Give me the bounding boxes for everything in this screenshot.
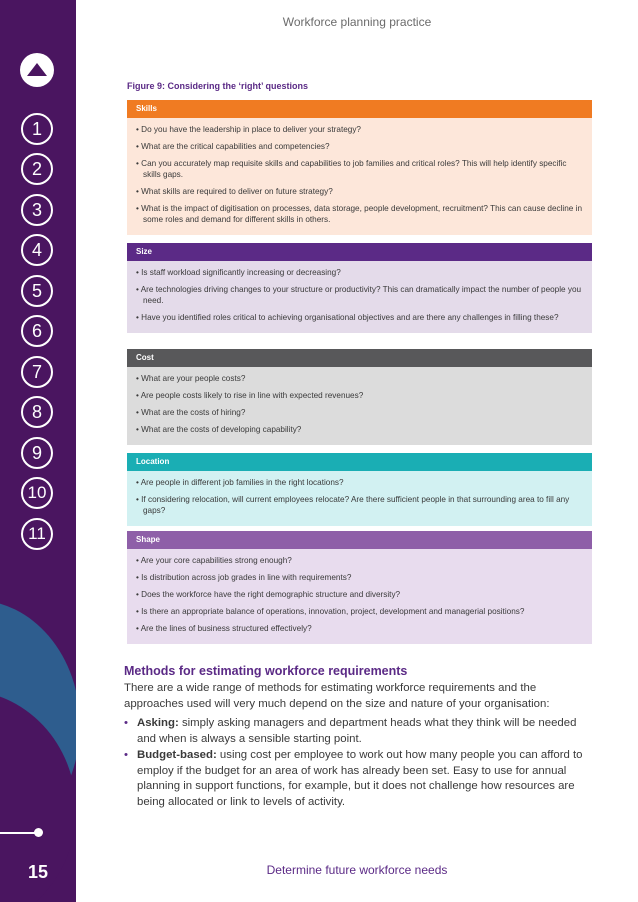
section-body	[127, 118, 592, 235]
method-term: Asking:	[137, 717, 179, 729]
question-item: • If considering relocation, will current employees relocate? Are there sufficient people in that surrounding area to fill any gaps?	[136, 494, 582, 516]
progress-line	[0, 832, 38, 834]
question-item: • Is staff workload significantly increasing or decreasing?	[136, 267, 582, 278]
question-item: • Have you identified roles critical to achieving organisational objectives and are there any challenges in filling these?	[136, 312, 582, 323]
section-size	[127, 243, 592, 333]
section-heading: Skills	[127, 100, 592, 118]
sidebar	[0, 0, 76, 902]
section-heading: Size	[127, 243, 592, 261]
nav-section-4[interactable]: 4	[21, 234, 53, 266]
nav-section-6[interactable]: 6	[21, 315, 53, 347]
question-item: • Can you accurately map requisite skills and capabilities to job families and critical roles? This will help identify specific skills gaps.	[136, 158, 582, 180]
question-item: • Are technologies driving changes to your structure or productivity? This can dramatically impact the number of people you need.	[136, 284, 582, 306]
section-location	[127, 453, 592, 526]
question-item: • Are people in different job families in the right locations?	[136, 477, 582, 488]
question-item: • Are people costs likely to rise in line with expected revenues?	[136, 390, 582, 401]
methods-intro: There are a wide range of methods for estimating workforce requirements and the approaches used will very much depend on the size and nature of your organisation:	[124, 682, 550, 710]
figure-title: Figure 9: Considering the ‘right’ questions	[127, 81, 309, 91]
section-heading: Cost	[127, 349, 592, 367]
question-item: • Is distribution across job grades in line with requirements?	[136, 572, 582, 583]
page-number: 15	[27, 862, 49, 882]
question-item: • What are your people costs?	[136, 373, 582, 384]
nav-section-5[interactable]: 5	[21, 275, 53, 307]
up-arrow-icon	[26, 62, 48, 78]
question-item: • Are your core capabilities strong enough?	[136, 555, 582, 566]
section-body	[127, 549, 592, 644]
section-body	[127, 261, 592, 333]
nav-section-1[interactable]: 1	[21, 113, 53, 145]
method-text: simply asking managers and department heads what they think will be needed and when is always a sensible starting point.	[137, 717, 577, 745]
question-item: • What are the critical capabilities and competencies?	[136, 141, 582, 152]
footer-section-title: Determine future workforce needs	[266, 863, 448, 877]
section-skills	[127, 100, 592, 235]
section-heading: Location	[127, 453, 592, 471]
methods-list	[124, 716, 594, 811]
section-heading: Shape	[127, 531, 592, 549]
nav-section-11[interactable]: 11	[21, 518, 53, 550]
methods-heading: Methods for estimating workforce requirements	[124, 664, 408, 678]
home-button[interactable]	[20, 53, 54, 87]
question-item: • What are the costs of developing capability?	[136, 424, 582, 435]
question-item: • What skills are required to deliver on future strategy?	[136, 186, 582, 197]
question-item: • Does the workforce have the right demographic structure and diversity?	[136, 589, 582, 600]
method-item	[124, 716, 594, 747]
nav-section-10[interactable]: 10	[21, 477, 53, 509]
nav-section-7[interactable]: 7	[21, 356, 53, 388]
section-body	[127, 471, 592, 526]
section-body	[127, 367, 592, 445]
progress-dot	[34, 828, 43, 837]
question-item: • Do you have the leadership in place to deliver your strategy?	[136, 124, 582, 135]
nav-section-3[interactable]: 3	[21, 194, 53, 226]
question-item: • Is there an appropriate balance of operations, innovation, project, development and managerial positions?	[136, 606, 582, 617]
nav-section-9[interactable]: 9	[21, 437, 53, 469]
method-item	[124, 748, 594, 810]
question-item: • What are the costs of hiring?	[136, 407, 582, 418]
method-term: Budget-based:	[137, 749, 217, 761]
nav-section-8[interactable]: 8	[21, 396, 53, 428]
page-header: Workforce planning practice	[282, 15, 432, 29]
section-shape	[127, 531, 592, 644]
question-item: • What is the impact of digitisation on processes, data storage, people development, recruitment? This can cause decline in some roles and demand for different skills in others.	[136, 203, 582, 225]
nav-section-2[interactable]: 2	[21, 153, 53, 185]
section-cost	[127, 349, 592, 445]
question-item: • Are the lines of business structured effectively?	[136, 623, 582, 634]
method-text: using cost per employee to work out how many people you can afford to employ if the budget for an area of work has already been set. Easy to use for annual planning in support functions, for example, but it does not challenge how resources are being allocated or link to levels of activity.	[137, 749, 583, 808]
